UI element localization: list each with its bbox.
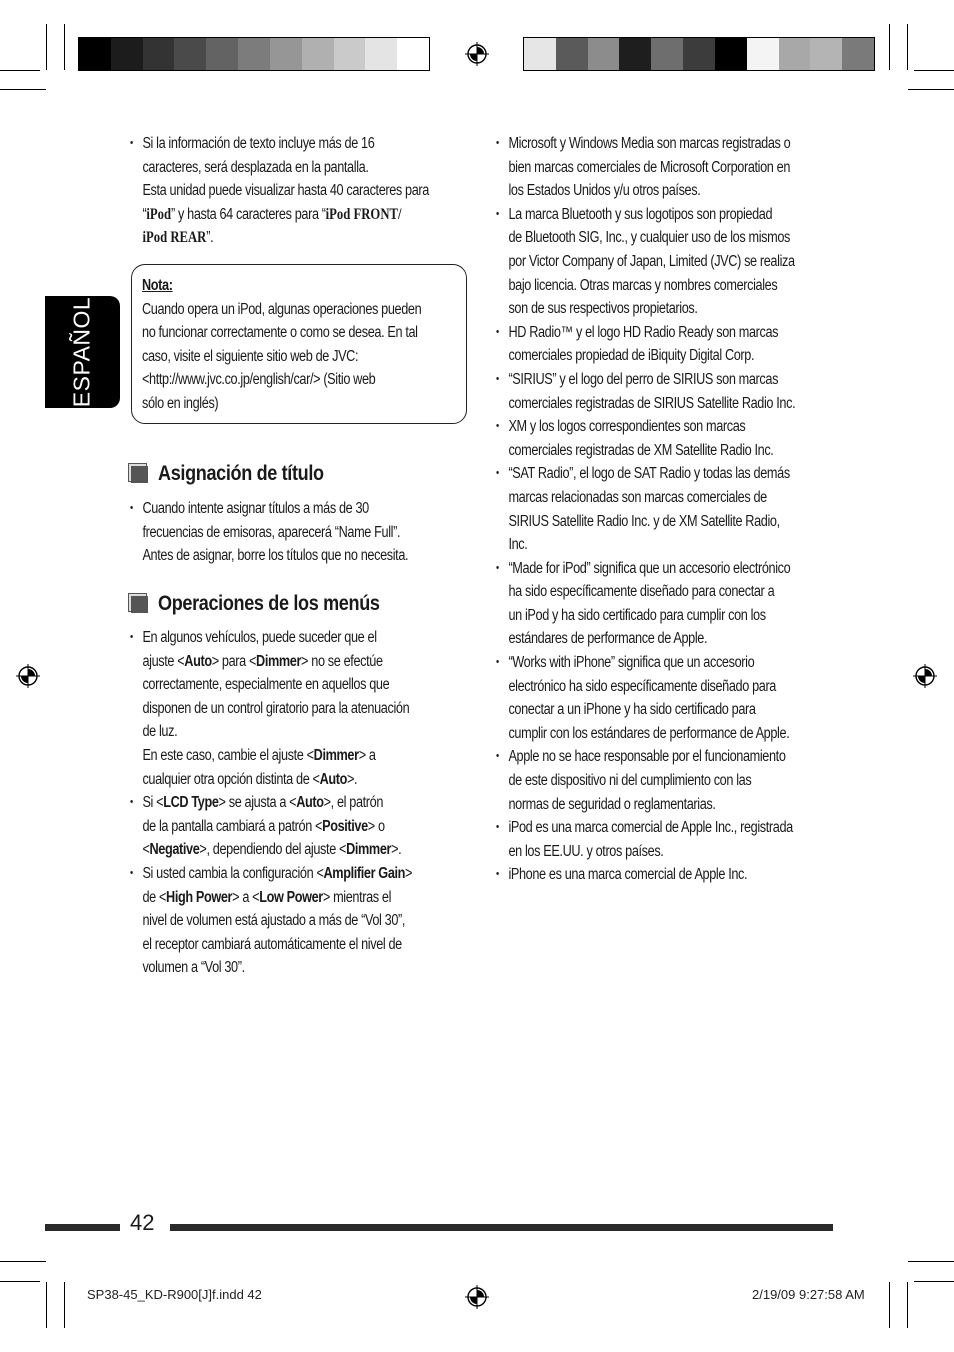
crop-mark	[0, 89, 46, 90]
text-line: electrónico ha sido específicamente diseñado para	[508, 677, 777, 695]
registration-mark-icon	[16, 664, 40, 688]
text-line: un iPod y ha sido certificado para cumplir con los	[508, 606, 766, 624]
list-item	[130, 497, 462, 568]
footer-date: 2/19/09 9:27:58 AM	[752, 1287, 865, 1302]
text-line: • La marca Bluetooth y sus logotipos son propiedad	[508, 205, 773, 223]
list-item	[496, 816, 836, 863]
note-line: <http://www.jvc.co.jp/english/car/> (Sitio web	[142, 371, 376, 389]
text-line: ha sido específicamente diseñado para conectar a	[508, 583, 775, 601]
note-line: caso, visite el siguiente sitio web de JVC:	[142, 347, 359, 365]
color-swatch	[334, 38, 366, 70]
crop-mark	[46, 24, 47, 70]
color-swatch	[397, 38, 429, 70]
note-title: Nota:	[142, 277, 173, 294]
text-line: • “SAT Radio”, el logo de SAT Radio y todas las demás	[508, 465, 790, 483]
crop-mark	[64, 1282, 65, 1328]
crop-mark	[889, 1282, 890, 1328]
color-swatch	[238, 38, 270, 70]
crop-mark	[889, 24, 890, 70]
text-line: • Si la información de texto incluye más de 16	[142, 135, 375, 152]
language-tab	[45, 296, 120, 408]
registration-mark-icon	[465, 42, 489, 66]
crop-mark	[0, 1261, 46, 1262]
list-item	[496, 462, 836, 556]
color-swatch	[206, 38, 238, 70]
color-swatch	[651, 38, 683, 70]
color-bar-left	[78, 37, 430, 71]
text-line: frecuencias de emisoras, aparecerá “Name Full”.	[142, 523, 401, 541]
left-intro	[130, 132, 462, 250]
text-line: • Cuando intente asignar títulos a más de 30	[142, 500, 369, 517]
list-item	[496, 745, 836, 816]
footer-rule-left	[45, 1224, 120, 1231]
color-swatch	[683, 38, 715, 70]
note-box	[131, 264, 467, 424]
color-swatch	[715, 38, 747, 70]
text-line: comerciales registradas de XM Satellite Radio Inc.	[508, 441, 774, 459]
text-line: • “SIRIUS” y el logo del perro de SIRIUS son marcas	[508, 370, 779, 388]
list-item	[496, 203, 836, 321]
list-item	[130, 132, 462, 250]
crop-mark	[64, 24, 65, 70]
crop-mark	[914, 70, 954, 71]
footer-rule-right	[170, 1224, 833, 1231]
text-line: SIRIUS Satellite Radio Inc. y de XM Satellite Radio,	[508, 512, 780, 530]
text-line: iPod REAR”.	[142, 229, 214, 247]
text-line: comerciales propiedad de iBiquity Digital Corp.	[508, 347, 755, 365]
heading-square-icon	[131, 596, 148, 613]
page-number: 42	[130, 1210, 155, 1235]
text-line: • XM y los logos correspondientes son marcas	[508, 418, 746, 436]
language-tab-label: ESPAÑOL	[68, 296, 95, 408]
text-line: caracteres, será desplazada en la pantalla.	[142, 158, 369, 176]
text-line: conectar a un iPhone y ha sido certificado para	[508, 701, 756, 719]
text-line: los Estados Unidos y/u otros países.	[508, 182, 701, 200]
section1-body	[130, 497, 462, 568]
crop-mark	[914, 1281, 954, 1282]
registration-mark-icon	[465, 1285, 489, 1309]
crop-mark	[907, 24, 908, 70]
color-swatch	[111, 38, 143, 70]
color-swatch	[174, 38, 206, 70]
text-line: normas de seguridad o reglamentarias.	[508, 795, 716, 813]
text-line: • HD Radio™ y el logo HD Radio Ready son marcas	[508, 323, 779, 341]
color-swatch	[365, 38, 397, 70]
note-line: no funcionar correctamente o como se desea. En tal	[142, 324, 418, 342]
color-swatch	[524, 38, 556, 70]
right-column	[496, 132, 836, 887]
text-line: “iPod” y hasta 64 caracteres para “iPod FRONT/	[142, 205, 402, 223]
color-swatch	[810, 38, 842, 70]
list-item: • En algunos vehículos, puede suceder que el ajuste <Auto> para <Dimmer> no se efectúe correctamente, especialmente en aquellos que disponen de un control giratorio para la atenuación de luz. En este caso, cambie el ajuste <Dimmer> a cualquier otra opción distinta de <Auto>.	[130, 626, 462, 791]
color-swatch	[556, 38, 588, 70]
text-line: estándares de performance de Apple.	[508, 630, 708, 648]
color-swatch	[302, 38, 334, 70]
text-line: • Apple no se hace responsable por el funcionamiento	[508, 748, 786, 766]
crop-mark	[908, 89, 954, 90]
list-item	[496, 415, 836, 462]
list-item	[496, 557, 836, 651]
text-line: por Victor Company of Japan, Limited (JVC) se realiza	[508, 252, 795, 270]
color-swatch	[779, 38, 811, 70]
text-line: • “Made for iPod” significa que un accesorio electrónico	[508, 559, 791, 577]
crop-mark	[46, 1282, 47, 1328]
list-item: • Si usted cambia la configuración <Amplifier Gain> de <High Power> a <Low Power> mientras el nivel de volumen está ajustado a más de “Vol 30”, el receptor cambiará automáticamente el nivel de volumen a “Vol 30”.	[130, 862, 462, 980]
list-item	[496, 651, 836, 745]
text-line: son de sus respectivos propietarios.	[508, 300, 698, 318]
text-line: de este dispositivo ni del cumplimiento con las	[508, 772, 752, 790]
section-heading: Asignación de título	[131, 462, 351, 486]
text-line: marcas relacionadas son marcas comerciales de	[508, 488, 767, 506]
footer-file: SP38-45_KD-R900[J]f.indd 42	[87, 1287, 262, 1302]
text-line: • “Works with iPhone” significa que un accesorio	[508, 654, 755, 672]
text-line: en los EE.UU. y otros países.	[508, 842, 664, 860]
color-swatch	[588, 38, 620, 70]
text-line: Antes de asignar, borre los títulos que no necesita.	[142, 547, 409, 565]
crop-mark	[907, 1282, 908, 1328]
text-line: bajo licencia. Otras marcas y nombres comerciales	[508, 276, 778, 294]
text-line: • Microsoft y Windows Media son marcas registradas o	[508, 135, 791, 152]
list-item	[496, 368, 836, 415]
section-heading: Operaciones de los menús	[131, 592, 416, 616]
color-swatch	[270, 38, 302, 70]
list-item	[496, 132, 836, 203]
color-swatch	[143, 38, 175, 70]
crop-mark	[0, 1281, 40, 1282]
color-swatch	[619, 38, 651, 70]
crop-mark	[0, 70, 40, 71]
text-line: Inc.	[508, 536, 528, 554]
list-item	[496, 863, 836, 887]
color-swatch	[79, 38, 111, 70]
list-item	[496, 321, 836, 368]
text-line: comerciales registradas de SIRIUS Satellite Radio Inc.	[508, 394, 796, 412]
heading-square-icon	[131, 466, 148, 483]
text-line: Esta unidad puede visualizar hasta 40 caracteres para	[142, 182, 429, 200]
color-swatch	[842, 38, 874, 70]
text-line: de Bluetooth SIG, Inc., y cualquier uso de los mismos	[508, 229, 791, 247]
color-bar-right	[523, 37, 875, 71]
section2-body	[130, 626, 462, 980]
note-line: Cuando opera un iPod, algunas operaciones pueden	[142, 300, 422, 318]
registration-mark-icon	[913, 664, 937, 688]
note-line: sólo en inglés)	[142, 394, 219, 412]
list-item: • Si <LCD Type> se ajusta a <Auto>, el patrón de la pantalla cambiará a patrón <Positive> o <Negative>, dependiendo del ajuste <Dimmer>.	[130, 791, 462, 862]
text-line: bien marcas comerciales de Microsoft Corporation en	[508, 158, 791, 176]
text-line: cumplir con los estándares de performance de Apple.	[508, 724, 790, 742]
text-line: • iPhone es una marca comercial de Apple Inc.	[508, 866, 748, 884]
crop-mark	[908, 1261, 954, 1262]
text-line: • iPod es una marca comercial de Apple Inc., registrada	[508, 819, 793, 837]
color-swatch	[747, 38, 779, 70]
